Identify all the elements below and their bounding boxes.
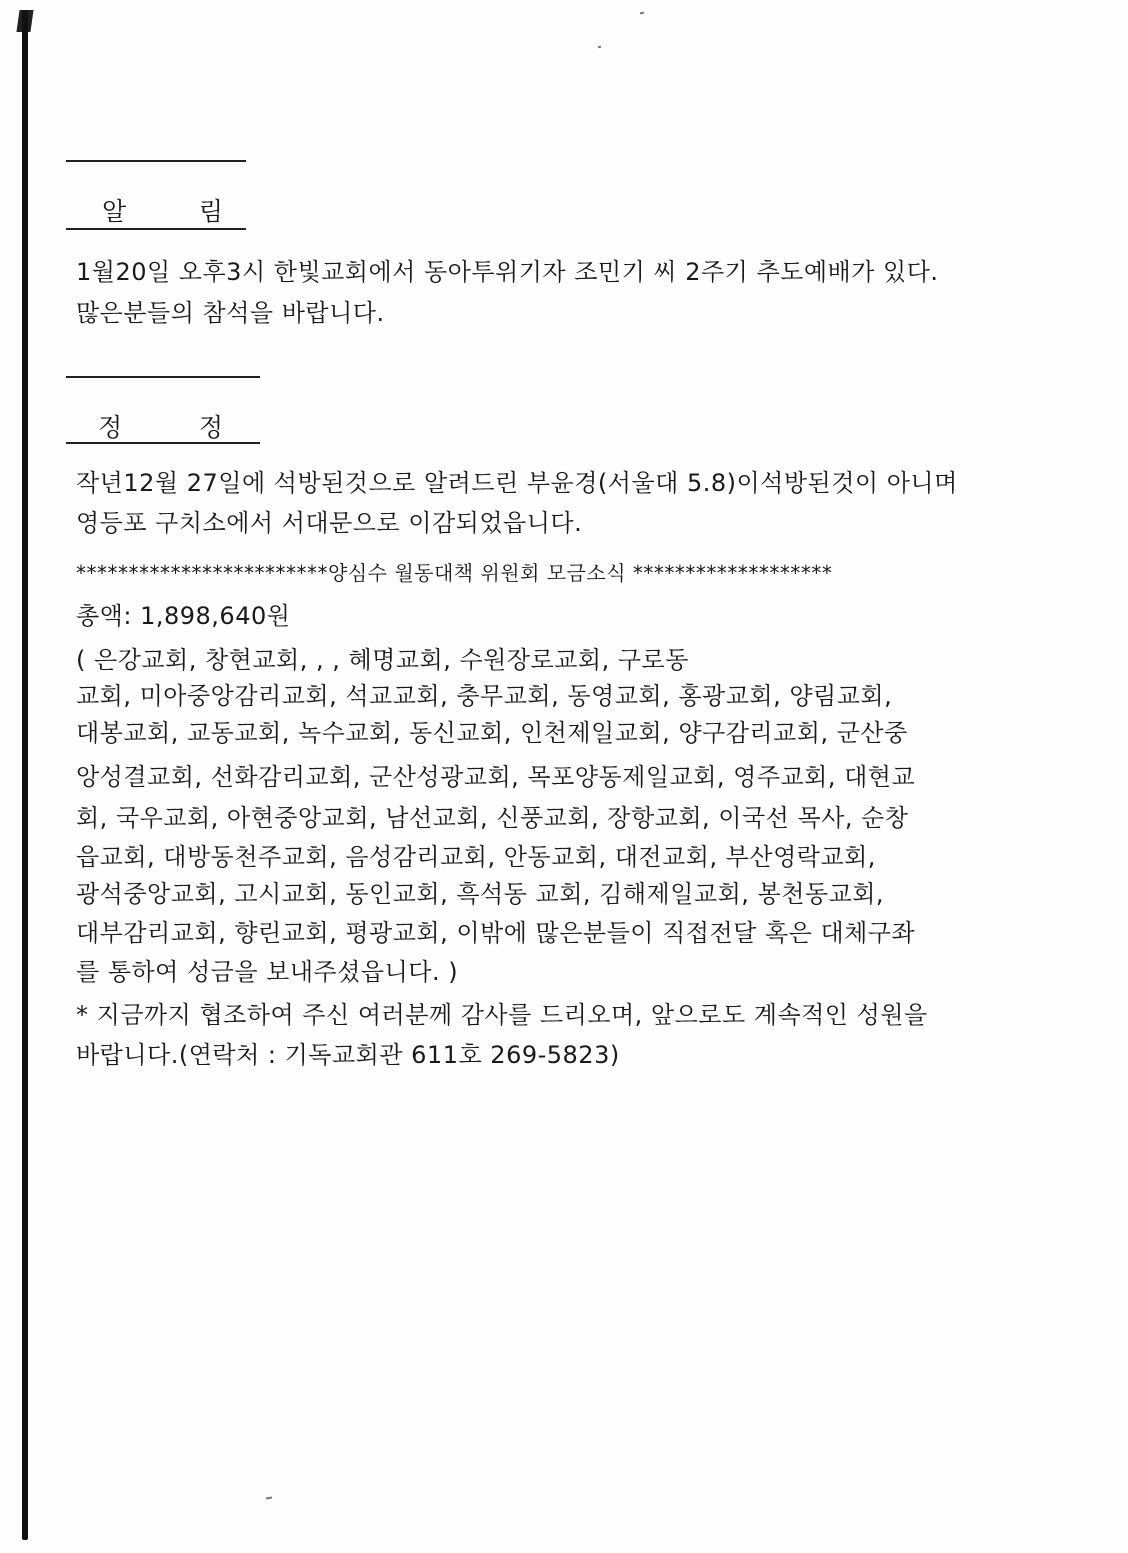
scan-speck: [640, 12, 644, 15]
correction-rule-top: [66, 376, 260, 378]
notice-heading-char: 림: [198, 197, 224, 226]
binding-edge: [22, 10, 28, 1540]
correction-line: 영등포 구치소에서 서대문으로 이감되었읍니다.: [76, 509, 583, 537]
thanks-line: * 지금까지 협조하여 주신 여러분께 감사를 드리오며, 앞으로도 계속적인 성원을: [76, 1001, 928, 1029]
church-list-line: 교회, 미아중앙감리교회, 석교교회, 충무교회, 동영교회, 홍광교회, 양림교회,: [76, 682, 893, 710]
correction-heading-char: 정: [198, 413, 224, 442]
notice-rule-bottom: [66, 228, 246, 230]
thanks-line: 바랍니다.(연락처 : 기독교회관 611호 269-5823): [76, 1041, 620, 1069]
notice-heading: [102, 192, 224, 228]
notice-line: 많은분들의 참석을 바랍니다.: [76, 299, 385, 327]
church-list-line: 대부감리교회, 향린교회, 평광교회, 이밖에 많은분들이 직접전달 혹은 대체구좌: [76, 919, 916, 947]
fund-title: ************************양심수 월동대책 위원회 모금소식 *******************: [76, 561, 833, 585]
church-list-line: 읍교회, 대방동천주교회, 음성감리교회, 안동교회, 대전교회, 부산영락교회,: [76, 843, 876, 871]
church-list-line: 를 통하여 성금을 보내주셨읍니다. ): [76, 958, 459, 986]
scan-speck: [598, 46, 601, 48]
church-list-line: 광석중앙교회, 고시교회, 동인교회, 흑석동 교회, 김해제일교회, 봉천동교회,: [76, 880, 885, 908]
correction-line: 작년12월 27일에 석방된것으로 알려드린 부윤경(서울대 5.8)이석방된것이 아니며: [76, 469, 958, 497]
notice-heading-char: 알: [102, 197, 128, 226]
church-list-line: 회, 국우교회, 아현중앙교회, 남선교회, 신풍교회, 장항교회, 이국선 목사, 순창: [76, 804, 909, 832]
scan-speck: [266, 1496, 272, 1499]
church-list-line: ( 은강교회, 창현교회, , , 혜명교회, 수원장로교회, 구로동: [76, 646, 689, 674]
church-list-line: 대봉교회, 교동교회, 녹수교회, 동신교회, 인천제일교회, 양구감리교회, 군산중: [76, 719, 908, 747]
fund-total: 총액: 1,898,640원: [76, 602, 291, 630]
correction-heading-char: 정: [98, 413, 124, 442]
correction-rule-bottom: [66, 442, 260, 444]
notice-line: 1월20일 오후3시 한빛교회에서 동아투위기자 조민기 씨 2주기 추도예배가 있다.: [76, 258, 939, 286]
correction-heading: [98, 408, 224, 444]
church-list-line: 앙성결교회, 선화감리교회, 군산성광교회, 목포양동제일교회, 영주교회, 대현교: [76, 763, 916, 791]
notice-rule-top: [66, 160, 246, 162]
